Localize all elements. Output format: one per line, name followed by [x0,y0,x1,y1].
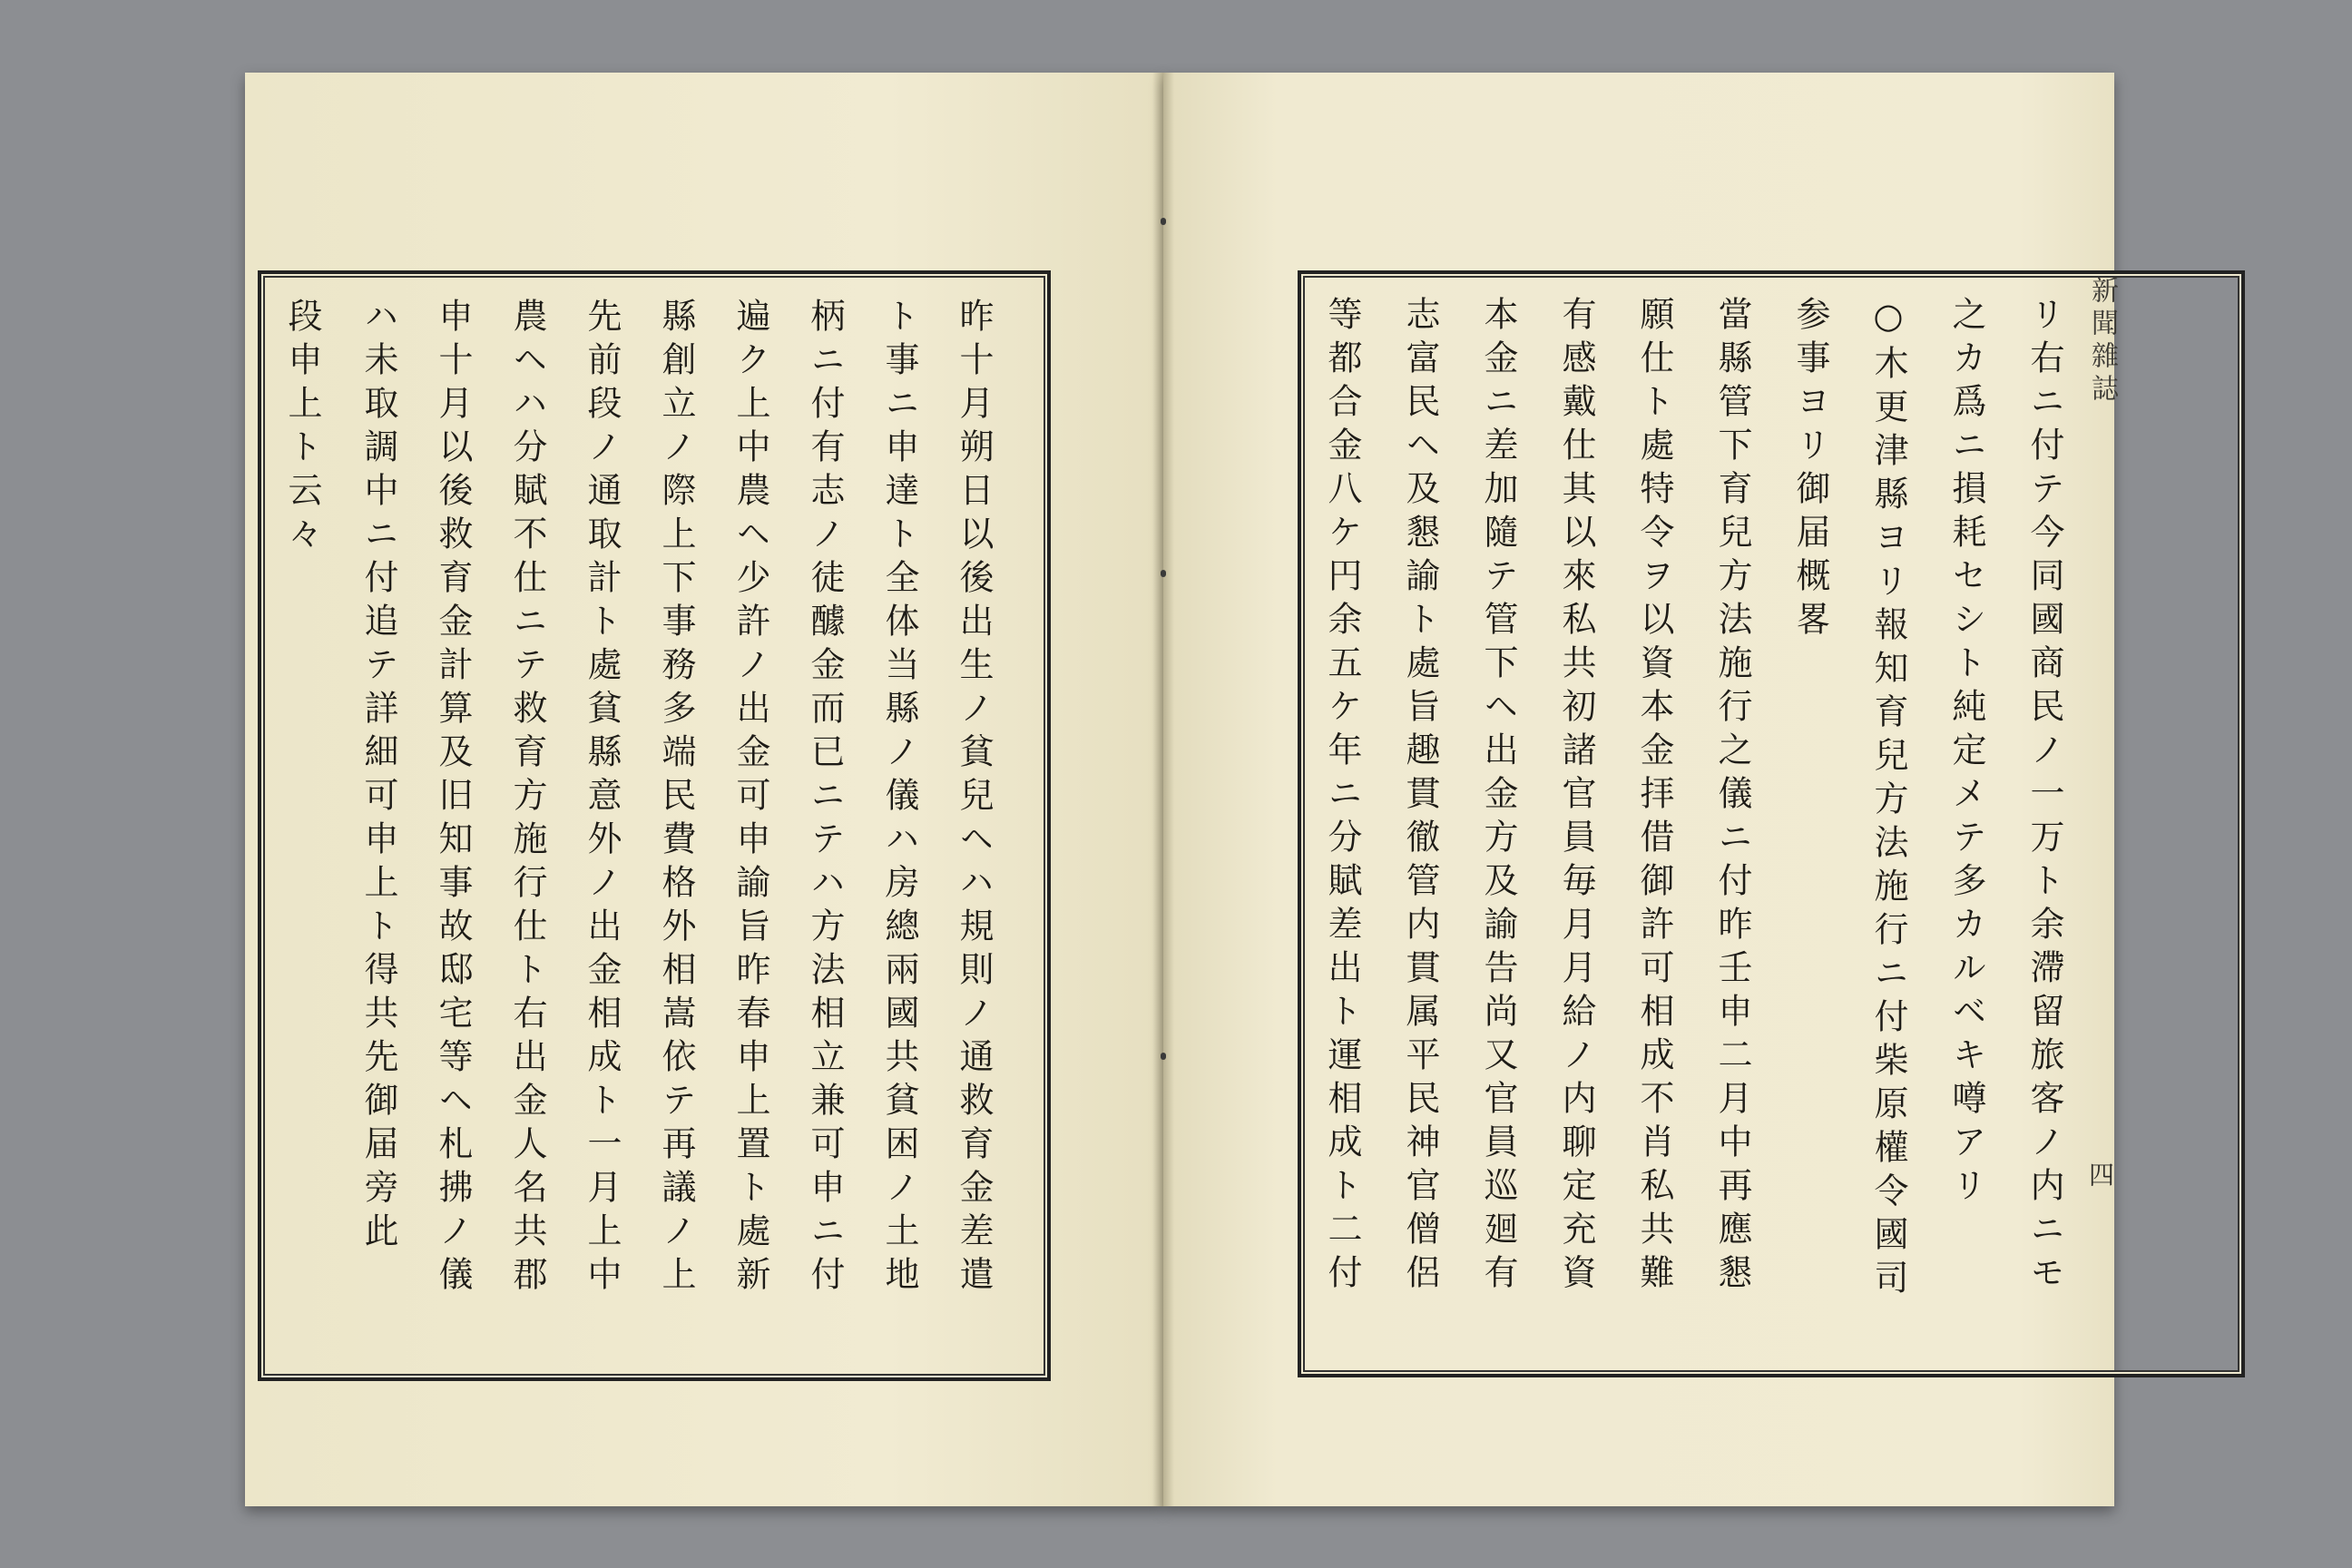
right-column-9: 志富民ヘ及懇諭ト處旨趣貫徹管内貫属平民神官僧侶 [1400,296,1440,1298]
left-page [245,73,1163,1506]
left-column-5: 縣創立ノ際上下事務多端民費格外相嵩依テ再議ノ上 [656,298,696,1299]
right-column-4: 参事ヨリ御届概畧 [1790,296,1830,644]
left-column-9: ハ未取調中ニ付追テ詳細可申上ト得共先御届旁此 [358,298,398,1256]
right-column-7: 有感戴仕其以來私共初諸官員毎月月給ノ内聊定充資 [1556,296,1596,1298]
right-running-title: 新聞雜誌 [2086,276,2118,407]
left-column-1: 昨十月朔日以後出生ノ貧兒ヘハ規則ノ通救育金差遣 [954,298,994,1299]
right-page [1163,73,2118,1506]
left-column-10: 段申上ト云々 [282,298,322,559]
right-column-10: 等都合金八ケ円余五ケ年ニ分賦差出ト運相成ト二付 [1322,296,1362,1298]
book-spread [245,73,2118,1506]
binding-hole-top [1161,218,1166,225]
binding-hole-bottom [1161,1053,1166,1060]
right-column-2: 之カ爲ニ損耗セシト純定メテ多カルベキ噂アリ [1946,296,1986,1210]
left-column-8: 申十月以後救育金計算及旧知事故邸宅等ヘ札拂ノ儀 [433,298,473,1299]
left-column-3: 柄ニ付有志ノ徒醵金而已ニテハ方法相立兼可申ニ付 [805,298,845,1299]
right-page-number: 四 [2085,1161,2115,1187]
right-column-3: ○木更津縣ヨリ報知育兒方法施行ニ付柴原權令國司 [1868,296,1908,1303]
book-gutter [1152,73,1174,1506]
right-column-8: 本金ニ差加隨テ管下ヘ出金方及諭告尚又官員巡廻有 [1478,296,1518,1298]
right-column-5: 當縣管下育兒方法施行之儀ニ付昨壬申二月中再應懇 [1712,296,1752,1298]
left-column-2: ト事ニ申達ト全体当縣ノ儀ハ房總兩國共貧困ノ土地 [879,298,919,1299]
right-column-1: リ右ニ付テ今同國商民ノ一万ト余滯留旅客ノ内ニモ [2024,296,2064,1298]
left-column-4: 遍ク上中農ヘ少許ノ出金可申諭旨昨春申上置ト處新 [730,298,770,1299]
binding-hole-middle [1161,570,1166,577]
left-column-7: 農ヘハ分賦不仕ニテ救育方施行仕ト右出金人名共郡 [507,298,547,1299]
right-column-6: 願仕ト處特令ヲ以資本金拝借御許可相成不肖私共難 [1634,296,1674,1298]
left-column-6: 先前段ノ通取計ト處貧縣意外ノ出金相成ト一月上中 [582,298,622,1299]
